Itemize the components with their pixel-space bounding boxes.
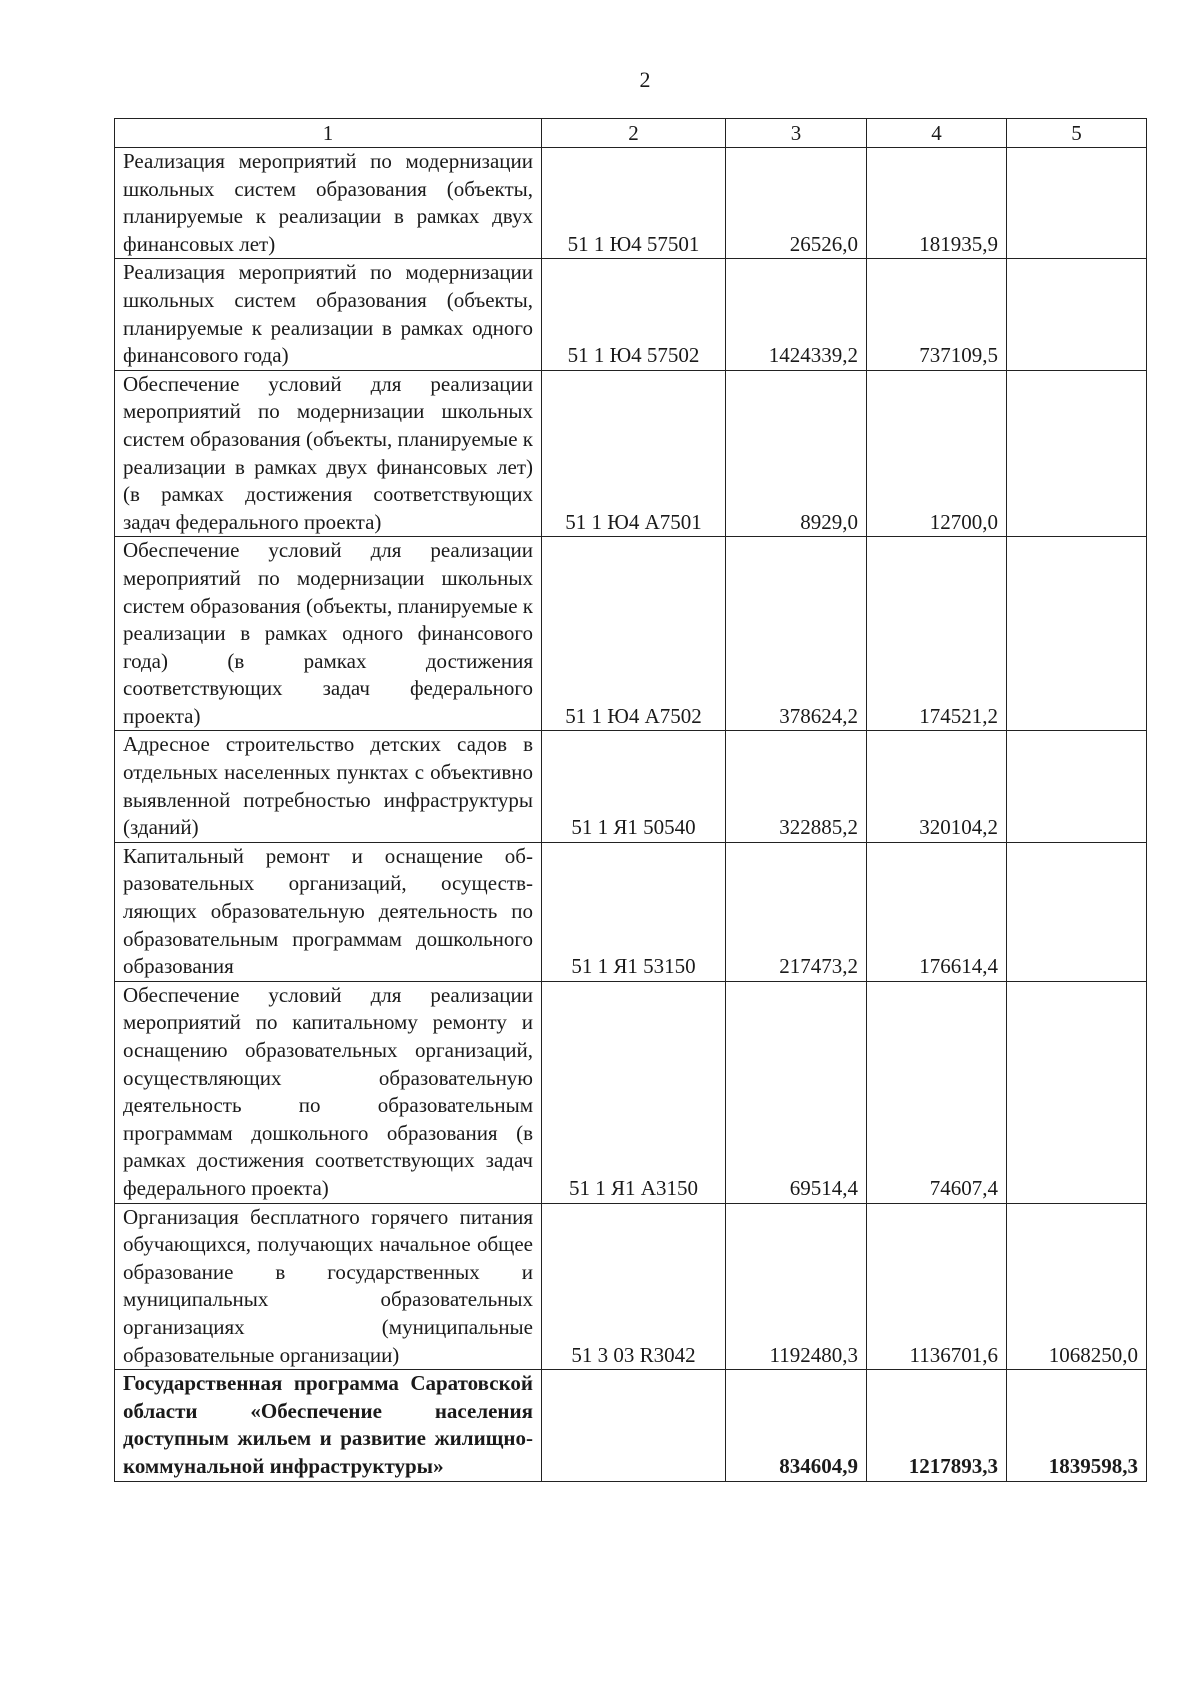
page-number: 2 (639, 67, 651, 92)
table-row (115, 148, 1147, 259)
row-code: 51 1 Ю4 57502 (542, 259, 726, 370)
table-row (115, 1370, 1147, 1481)
row-description: Обеспечение условий для реализации мероприятий по капитальному ремонту и оснащению образовательных организаций, осуществляющих образовательную деятельность по образовательным программам дошкольного образования (в рамках достижения соответствующих задач федерального проекта) (115, 981, 542, 1203)
row-value-col4: 1217893,3 (867, 1370, 1007, 1481)
row-value-col3: 834604,9 (726, 1370, 867, 1481)
column-header: 1 (115, 119, 542, 148)
row-value-col5 (1007, 842, 1147, 981)
row-description: Государственная программа Саратовской области «Обеспечение населения доступным жильем и развитие жилищно-коммунальной инфраструктуры» (115, 1370, 542, 1481)
column-header: 3 (726, 119, 867, 148)
row-code: 51 1 Я1 53150 (542, 842, 726, 981)
row-value-col5 (1007, 370, 1147, 537)
row-value-col3: 1192480,3 (726, 1203, 867, 1370)
row-code: 51 3 03 R3042 (542, 1203, 726, 1370)
row-value-col3: 378624,2 (726, 537, 867, 731)
column-header: 4 (867, 119, 1007, 148)
row-value-col3: 217473,2 (726, 842, 867, 981)
row-description: Реализация мероприятий по модернизации школьных систем образования (объекты, планируемые к реализации в рамках двух финансовых лет) (115, 148, 542, 259)
row-code (542, 1370, 726, 1481)
table-row (115, 842, 1147, 981)
row-description: Реализация мероприятий по модернизации школьных систем образования (объекты, планируемые к реализации в рамках одного финансового года) (115, 259, 542, 370)
row-value-col3: 322885,2 (726, 731, 867, 842)
column-header: 2 (542, 119, 726, 148)
row-description: Обеспечение условий для реализации мероприятий по модернизации школьных систем образования (объекты, планируемые к реализации в рамках одного финансового года) (в рамках достижения соответствующих задач федерального проекта) (115, 537, 542, 731)
row-value-col5 (1007, 259, 1147, 370)
row-value-col4: 1136701,6 (867, 1203, 1007, 1370)
row-value-col3: 8929,0 (726, 370, 867, 537)
column-header: 5 (1007, 119, 1147, 148)
row-value-col3: 1424339,2 (726, 259, 867, 370)
row-value-col3: 69514,4 (726, 981, 867, 1203)
row-value-col4: 320104,2 (867, 731, 1007, 842)
row-value-col5 (1007, 981, 1147, 1203)
row-value-col3: 26526,0 (726, 148, 867, 259)
row-code: 51 1 Ю4 А7502 (542, 537, 726, 731)
row-code: 51 1 Я1 50540 (542, 731, 726, 842)
row-value-col4: 176614,4 (867, 842, 1007, 981)
row-description: Обеспечение условий для реализации мероприятий по модернизации школьных систем образования (объекты, планируемые к реализации в рамках двух финансовых лет) (в рамках достижения соответствующих задач федерального проекта) (115, 370, 542, 537)
row-value-col5 (1007, 148, 1147, 259)
row-value-col5: 1839598,3 (1007, 1370, 1147, 1481)
row-value-col5 (1007, 731, 1147, 842)
row-value-col5: 1068250,0 (1007, 1203, 1147, 1370)
row-value-col4: 737109,5 (867, 259, 1007, 370)
table-header-row (115, 119, 1147, 148)
budget-table (114, 118, 1147, 1482)
table-row (115, 259, 1147, 370)
row-code: 51 1 Я1 А3150 (542, 981, 726, 1203)
row-code: 51 1 Ю4 А7501 (542, 370, 726, 537)
table-row (115, 731, 1147, 842)
row-value-col4: 74607,4 (867, 981, 1007, 1203)
row-description: Капитальный ремонт и оснащение образовательных организаций, осуществляющих образовательную деятельность по образовательным программам дошкольного образования (115, 842, 542, 981)
row-value-col4: 12700,0 (867, 370, 1007, 537)
row-description: Организация бесплатного горячего питания обучающихся, получающих начальное общее образование в государственных и муниципальных образовательных организациях (муниципальные образовательные организации) (115, 1203, 542, 1370)
row-code: 51 1 Ю4 57501 (542, 148, 726, 259)
row-value-col4: 181935,9 (867, 148, 1007, 259)
row-description: Адресное строительство детских садов в отдельных населенных пунктах с объективно выявленной потребностью инфраструктуры (зданий) (115, 731, 542, 842)
table-row (115, 370, 1147, 537)
row-value-col5 (1007, 537, 1147, 731)
table-row (115, 537, 1147, 731)
row-value-col4: 174521,2 (867, 537, 1007, 731)
table-row (115, 981, 1147, 1203)
table-row (115, 1203, 1147, 1370)
